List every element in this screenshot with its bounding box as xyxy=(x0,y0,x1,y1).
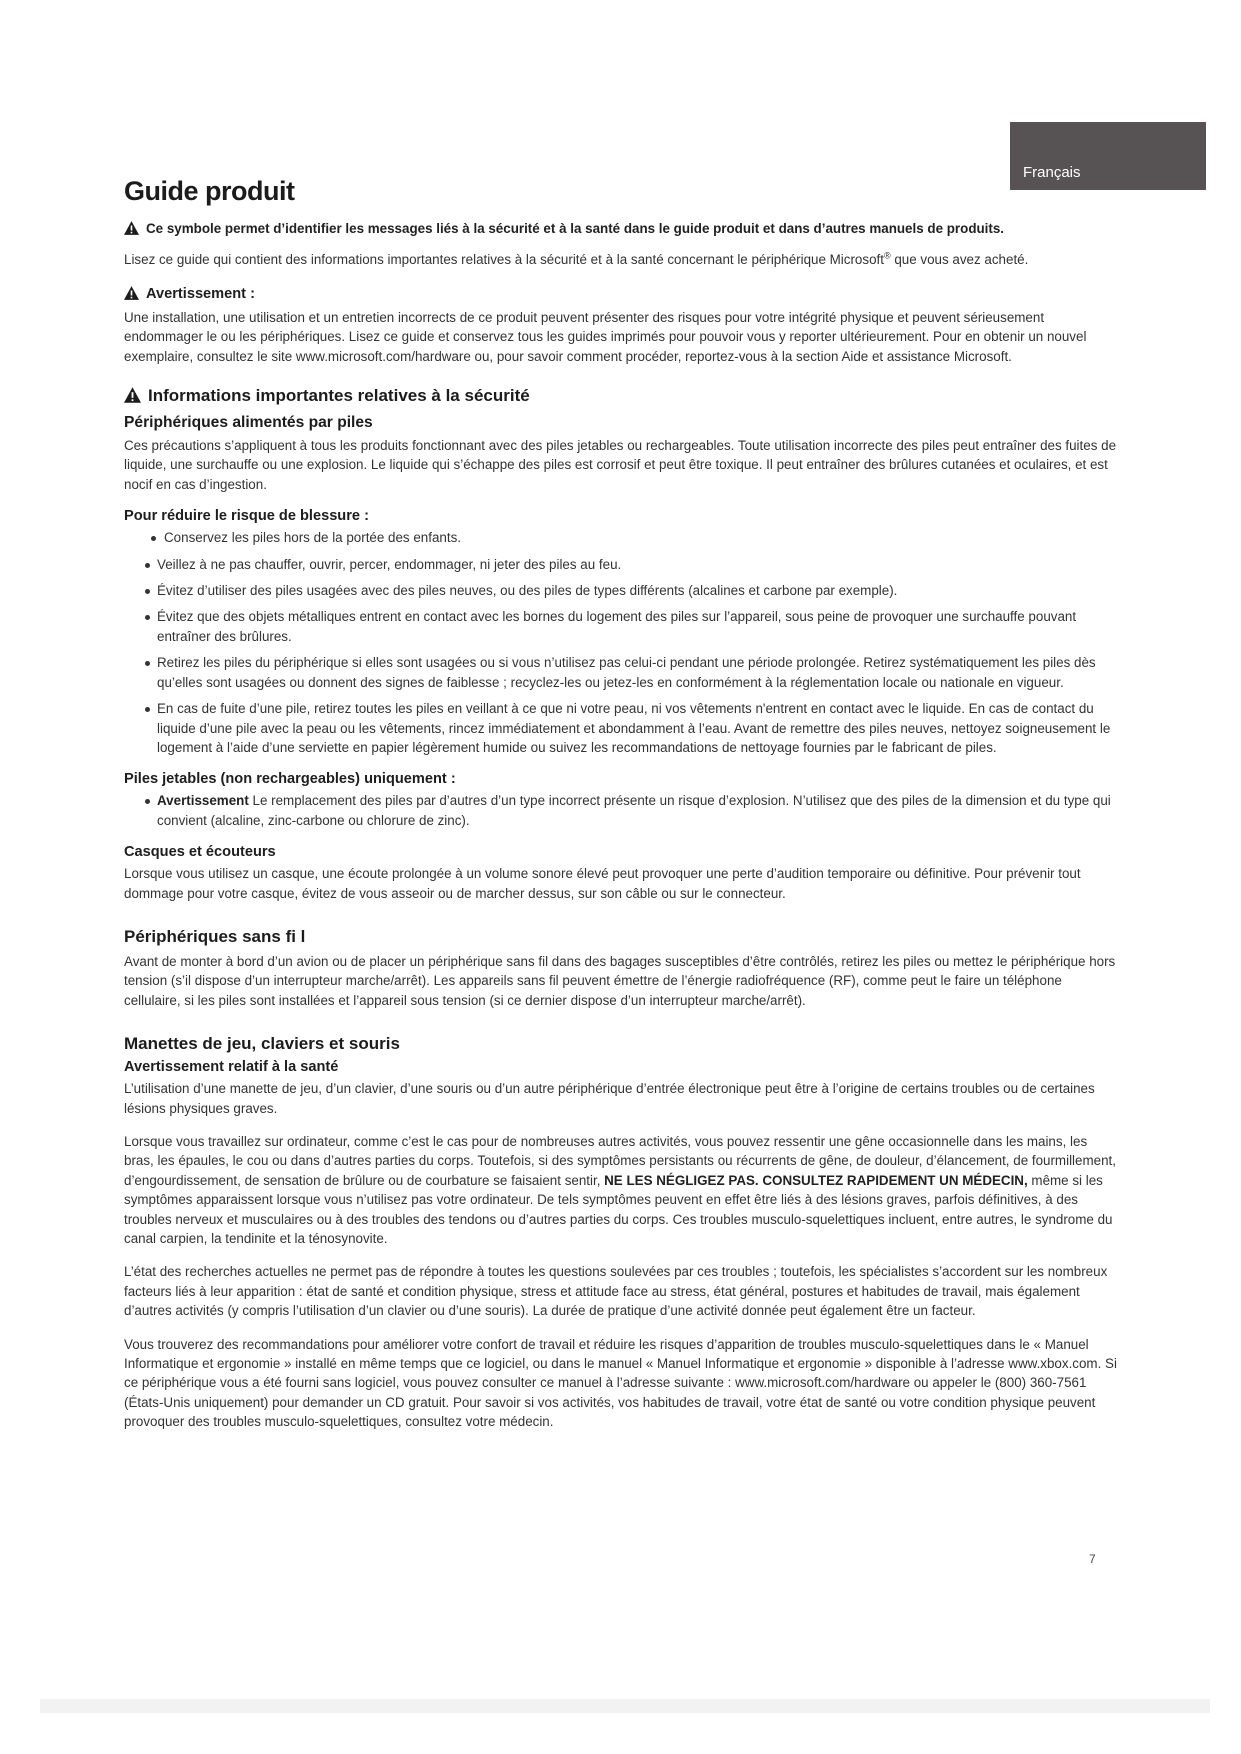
list-item: Évitez que des objets métalliques entrent en contact avec les bornes du logement des piles sur l’appareil, sous peine de provoquer une surchauffe pouvant entraîner des brûlures. xyxy=(124,607,1117,646)
sans-fil-paragraph: Avant de monter à bord d’un avion ou de placer un périphérique sans fil dans des bagages susceptibles d’être contrôlés, retirez les piles ou mettez le périphérique hors tension (s’il dispose d’un interrupteur marche/arrêt). Les appareils sans fil peuvent émettre de l’énergie radiofréquence (RF), comme peut le faire un téléphone cellulaire, si les piles sont installées et l’appareil sous tension (si ce dernier dispose d’un interrupteur marche/arrêt). xyxy=(124,953,1116,1008)
list-item: Retirez les piles du périphérique si elles sont usagées ou si vous n’utilisez pas celui-ci pendant une période prolongée. Retirez systématiquement les piles dès qu’elles sont usagées ou donnent des signes de faiblesse ; recyclez-les ou jetez-les en conformément à la réglementation locale ou nationale en vigueur. xyxy=(124,653,1117,692)
bottom-scan-bar xyxy=(40,1699,1210,1713)
intro-text-after: que vous avez acheté. xyxy=(890,252,1029,268)
manettes-paragraph-2 xyxy=(124,1132,1117,1248)
manettes-paragraph-4: Vous trouverez des recommandations pour améliorer votre confort de travail et réduire les risques d’apparition de troubles musculo-squelettiques dans le « Manuel Informatique et ergonomie » installé en même temps que ce logiciel, ou dans le manuel « Manuel Informatique et ergonomie » disponible à l’adresse www.xbox.com. Si ce périphérique vous a été fourni sans logiciel, vous pouvez consulter ce manuel à l’adresse suivante : www.microsoft.com/hardware ou appeler le (800) 360-7561 (États-Unis uniquement) pour demander un CD gratuit. Pour savoir si vos activités, vos habitudes de travail, votre état de santé ou votre condition physique peuvent provoquer des troubles musculo-squelettiques, consultez votre médecin. xyxy=(124,1336,1117,1430)
list-item xyxy=(124,791,1117,830)
sante-heading: Avertissement relatif à la santé xyxy=(124,1059,339,1076)
piles-paragraph: Ces précautions s’appliquent à tous les produits fonctionnant avec des piles jetables ou rechargeables. Toute utilisation incorrecte des piles peut entraîner des fuites de liquide, une surchauffe ou une explosion. Le liquide qui s’échappe des piles est corrosif et peut être toxique. Il peut entraîner des brûlures cutanées et oculaires, et est nocif en cas d’ingestion. xyxy=(124,438,1117,492)
jetables-bullet-list xyxy=(124,791,1117,830)
page-title: Guide produit xyxy=(124,176,295,206)
avertissement-paragraph: Une installation, une utilisation et un entretien incorrects de ce produit peuvent présenter des risques pour votre intégrité physique et peuvent sérieusement endommager le ou les périphériques. Lisez ce guide et conservez tous les guides imprimés pour pouvoir vous y reporter ultérieurement. Pour en obtenir un nouvel exemplaire, consultez le site www.microsoft.com/hardware ou, pour savoir comment procéder, reportez-vous à la section Aide et assistance Microsoft. xyxy=(124,309,1087,364)
list-item: Évitez d’utiliser des piles usagées avec des piles neuves, ou des piles de types différents (alcalines et carbone par exemple). xyxy=(124,581,1117,600)
casques-heading: Casques et écouteurs xyxy=(124,844,276,861)
securite-heading-text: Informations importantes relatives à la sécurité xyxy=(148,386,530,406)
manettes-p2-before: Lorsque vous travaillez sur ordinateur, comme c’est le cas pour de nombreuses autres activités, vous pouvez ressentir une gêne occasionnelle dans les mains, les bras, les épaules, le cou ou dans d’autres parties du corps. Toutefois, si des symptômes persistants ou récurrents de gêne, de douleur, d’élancement, de fourmillement, d’engourdissement, de sensation de brûlure ou de courbature se faisaient sentir, xyxy=(124,1133,1116,1188)
page-number: 7 xyxy=(1089,1552,1096,1566)
avertissement-heading-text: Avertissement : xyxy=(146,285,255,302)
warning-icon xyxy=(124,286,139,304)
list-item: Conservez les piles hors de la portée des enfants. xyxy=(124,528,1117,547)
jetables-bullet-text: Le remplacement des piles par d’autres d’un type incorrect présente un risque d’explosion. N’utilisez que des piles de la dimension et du type qui convient (alcaline, zinc-carbone ou chlorure de zinc). xyxy=(157,793,1111,828)
manettes-paragraph-3: L’état des recherches actuelles ne permet pas de répondre à toutes les questions soulevées par ces troubles ; toutefois, les spécialistes s’accordent sur les nombreux facteurs liés à leur apparition : état de santé et condition physique, stress et attitude face au stress, état général, postures et habitudes de travail, mais également d’autres activités (y compris l’utilisation d’un clavier ou d’une souris). La durée de pratique d’une activité donnée peut également être un facteur. xyxy=(124,1264,1108,1319)
avertissement-heading xyxy=(124,286,1117,304)
piles-heading: Périphériques alimentés par piles xyxy=(124,414,373,432)
intro-text: Lisez ce guide qui contient des informations importantes relatives à la sécurité et à la santé concernant le périphérique Microsoft xyxy=(124,252,884,268)
casques-paragraph: Lorsque vous utilisez un casque, une écoute prolongée à un volume sonore élevé peut provoquer une perte d’audition temporaire ou définitive. Pour prévenir tout dommage pour votre casque, évitez de vous asseoir ou de marcher dessus, sur son câble ou sur le connecteur. xyxy=(124,866,1081,901)
warning-icon xyxy=(124,387,141,408)
intro-paragraph xyxy=(124,250,1117,269)
list-item: Veillez à ne pas chauffer, ouvrir, percer, endommager, ni jeter des piles au feu. xyxy=(124,555,1117,574)
securite-heading xyxy=(124,386,1117,408)
manettes-heading: Manettes de jeu, claviers et souris xyxy=(124,1034,400,1054)
language-tab-label: Français xyxy=(1023,164,1081,181)
manettes-p2-bold: NE LES NÉGLIGEZ PAS. CONSULTEZ RAPIDEMENT UN MÉDECIN, xyxy=(604,1172,1028,1188)
symbol-note-text: Ce symbole permet d’identifier les messages liés à la sécurité et à la santé dans le guide produit et dans d’autres manuels de produits. xyxy=(146,221,1005,236)
jetables-heading: Piles jetables (non rechargeables) uniquement : xyxy=(124,771,456,788)
symbol-note xyxy=(124,219,1117,240)
reduire-heading: Pour réduire le risque de blessure : xyxy=(124,508,369,525)
sans-fil-heading: Périphériques sans fi l xyxy=(124,926,306,946)
page-content xyxy=(124,176,1117,1442)
reduire-bullet-list xyxy=(124,528,1117,757)
warning-icon xyxy=(124,221,139,240)
list-item: En cas de fuite d’une pile, retirez toutes les piles en veillant à ce que ni votre peau, ni vos vêtements n'entrent en contact avec le liquide. En cas de contact du liquide d’une pile avec la peau ou les vêtements, rincez immédiatement et abondamment à l’eau. Avant de remettre des piles neuves, nettoyez soigneusement le logement à l’aide d’une serviette en papier légèrement humide ou suivez les recommandations de nettoyage fournies par le fabricant de piles. xyxy=(124,699,1117,757)
jetables-bullet-bold: Avertissement xyxy=(157,793,249,809)
manettes-paragraph-1: L’utilisation d’une manette de jeu, d’un clavier, d’une souris ou d’un autre périphérique d’entrée électronique peut être à l’origine de certains troubles ou de certaines lésions physiques graves. xyxy=(124,1081,1095,1116)
manettes-p2-after: même si les symptômes apparaissent lorsque vous n’utilisez pas votre ordinateur. De tels symptômes peuvent en effet être liés à des lésions graves, parfois définitives, à des troubles nerveux et musculaires ou à des troubles des tendons ou d’autres parties du corps. Ces troubles musculo-squelettiques incluent, entre autres, le syndrome du canal carpien, la tendinite et la ténosynovite. xyxy=(124,1172,1113,1246)
registered-mark: ® xyxy=(883,250,891,261)
